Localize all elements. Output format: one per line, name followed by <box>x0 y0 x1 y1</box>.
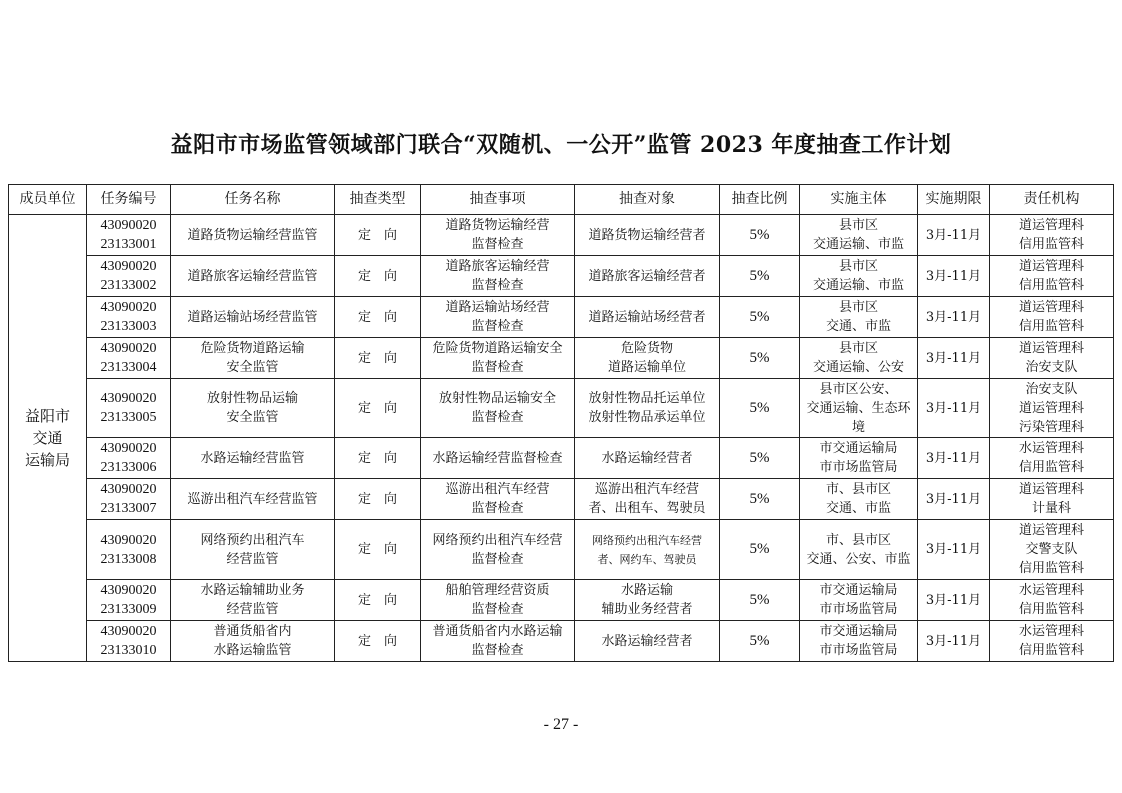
inspection-type-cell: 定 向 <box>335 379 421 438</box>
inspection-target-cell: 水路运输 辅助业务经营者 <box>575 580 720 621</box>
task-code-cell: 43090020 23133010 <box>87 621 171 662</box>
inspection-plan-table <box>8 184 1114 662</box>
task-name-cell: 水路运输辅助业务 经营监管 <box>171 580 335 621</box>
inspection-target-cell: 放射性物品托运单位 放射性物品承运单位 <box>575 379 720 438</box>
period-cell: 3月-11月 <box>918 297 990 338</box>
task-name-cell: 道路货物运输经营监管 <box>171 215 335 256</box>
column-header: 实施期限 <box>918 185 990 215</box>
implementing-body-cell: 市、县市区 交通、公安、市监 <box>800 520 918 580</box>
responsible-org-cell: 道运管理科 计量科 <box>990 479 1114 520</box>
table-body <box>9 215 1114 662</box>
implementing-body-cell: 市、县市区 交通、市监 <box>800 479 918 520</box>
table-row <box>9 438 1114 479</box>
task-code-cell: 43090020 23133008 <box>87 520 171 580</box>
inspection-item-cell: 船舶管理经营资质 监督检查 <box>421 580 575 621</box>
document-title: 益阳市市场监管领域部门联合“双随机、一公开”监管 2023 年度抽查工作计划 <box>170 132 952 158</box>
implementing-body-cell: 县市区 交通运输、市监 <box>800 215 918 256</box>
table-row <box>9 297 1114 338</box>
inspection-type-cell: 定 向 <box>335 621 421 662</box>
inspection-ratio-cell: 5% <box>720 621 800 662</box>
implementing-body-cell: 市交通运输局 市市场监管局 <box>800 580 918 621</box>
table-row <box>9 580 1114 621</box>
inspection-ratio-cell: 5% <box>720 580 800 621</box>
implementing-body-cell: 市交通运输局 市市场监管局 <box>800 621 918 662</box>
responsible-org-cell: 道运管理科 信用监管科 <box>990 256 1114 297</box>
task-code-cell: 43090020 23133007 <box>87 479 171 520</box>
inspection-type-cell: 定 向 <box>335 580 421 621</box>
page-number: - 27 - <box>543 716 579 733</box>
inspection-item-cell: 放射性物品运输安全 监督检查 <box>421 379 575 438</box>
inspection-item-cell: 网络预约出租汽车经营 监督检查 <box>421 520 575 580</box>
table-row <box>9 520 1114 580</box>
inspection-item-cell: 水路运输经营监督检查 <box>421 438 575 479</box>
responsible-org-cell: 治安支队 道运管理科 污染管理科 <box>990 379 1114 438</box>
table-row <box>9 338 1114 379</box>
implementing-body-cell: 县市区 交通运输、市监 <box>800 256 918 297</box>
task-name-cell: 放射性物品运输 安全监管 <box>171 379 335 438</box>
table-header-row <box>9 185 1114 215</box>
task-code-cell: 43090020 23133009 <box>87 580 171 621</box>
responsible-org-cell: 水运管理科 信用监管科 <box>990 580 1114 621</box>
inspection-ratio-cell: 5% <box>720 338 800 379</box>
table-row <box>9 379 1114 438</box>
inspection-type-cell: 定 向 <box>335 215 421 256</box>
table-row <box>9 215 1114 256</box>
table-row <box>9 256 1114 297</box>
inspection-ratio-cell: 5% <box>720 256 800 297</box>
inspection-target-cell: 巡游出租汽车经营 者、出租车、驾驶员 <box>575 479 720 520</box>
inspection-ratio-cell: 5% <box>720 215 800 256</box>
inspection-target-cell: 网络预约出租汽车经营 者、网约车、驾驶员 <box>575 520 720 580</box>
period-cell: 3月-11月 <box>918 438 990 479</box>
period-cell: 3月-11月 <box>918 215 990 256</box>
inspection-item-cell: 道路货物运输经营 监督检查 <box>421 215 575 256</box>
inspection-ratio-cell: 5% <box>720 479 800 520</box>
period-cell: 3月-11月 <box>918 338 990 379</box>
period-cell: 3月-11月 <box>918 479 990 520</box>
member-unit-cell: 益阳市 交通 运输局 <box>9 215 87 662</box>
period-cell: 3月-11月 <box>918 580 990 621</box>
inspection-target-cell: 危险货物 道路运输单位 <box>575 338 720 379</box>
inspection-item-cell: 道路旅客运输经营 监督检查 <box>421 256 575 297</box>
column-header: 抽查事项 <box>421 185 575 215</box>
column-header: 责任机构 <box>990 185 1114 215</box>
task-code-cell: 43090020 23133006 <box>87 438 171 479</box>
column-header: 抽查对象 <box>575 185 720 215</box>
column-header: 成员单位 <box>9 185 87 215</box>
task-code-cell: 43090020 23133002 <box>87 256 171 297</box>
inspection-target-cell: 水路运输经营者 <box>575 621 720 662</box>
responsible-org-cell: 道运管理科 信用监管科 <box>990 297 1114 338</box>
task-code-cell: 43090020 23133003 <box>87 297 171 338</box>
column-header: 任务名称 <box>171 185 335 215</box>
inspection-type-cell: 定 向 <box>335 297 421 338</box>
task-name-cell: 普通货船省内 水路运输监管 <box>171 621 335 662</box>
inspection-target-cell: 道路旅客运输经营者 <box>575 256 720 297</box>
inspection-type-cell: 定 向 <box>335 338 421 379</box>
inspection-target-cell: 水路运输经营者 <box>575 438 720 479</box>
responsible-org-cell: 道运管理科 信用监管科 <box>990 215 1114 256</box>
implementing-body-cell: 市交通运输局 市市场监管局 <box>800 438 918 479</box>
inspection-item-cell: 危险货物道路运输安全 监督检查 <box>421 338 575 379</box>
period-cell: 3月-11月 <box>918 621 990 662</box>
responsible-org-cell: 道运管理科 交警支队 信用监管科 <box>990 520 1114 580</box>
inspection-ratio-cell: 5% <box>720 520 800 580</box>
task-name-cell: 网络预约出租汽车 经营监管 <box>171 520 335 580</box>
implementing-body-cell: 县市区 交通、市监 <box>800 297 918 338</box>
inspection-ratio-cell: 5% <box>720 379 800 438</box>
responsible-org-cell: 水运管理科 信用监管科 <box>990 438 1114 479</box>
table-row <box>9 621 1114 662</box>
table-row <box>9 479 1114 520</box>
inspection-type-cell: 定 向 <box>335 479 421 520</box>
task-name-cell: 危险货物道路运输 安全监管 <box>171 338 335 379</box>
period-cell: 3月-11月 <box>918 520 990 580</box>
period-cell: 3月-11月 <box>918 379 990 438</box>
inspection-ratio-cell: 5% <box>720 438 800 479</box>
task-code-cell: 43090020 23133004 <box>87 338 171 379</box>
period-cell: 3月-11月 <box>918 256 990 297</box>
task-name-cell: 道路旅客运输经营监管 <box>171 256 335 297</box>
inspection-item-cell: 普通货船省内水路运输 监督检查 <box>421 621 575 662</box>
column-header: 实施主体 <box>800 185 918 215</box>
inspection-item-cell: 巡游出租汽车经营 监督检查 <box>421 479 575 520</box>
inspection-ratio-cell: 5% <box>720 297 800 338</box>
task-code-cell: 43090020 23133005 <box>87 379 171 438</box>
implementing-body-cell: 县市区 交通运输、公安 <box>800 338 918 379</box>
task-name-cell: 巡游出租汽车经营监管 <box>171 479 335 520</box>
inspection-item-cell: 道路运输站场经营 监督检查 <box>421 297 575 338</box>
task-code-cell: 43090020 23133001 <box>87 215 171 256</box>
column-header: 任务编号 <box>87 185 171 215</box>
responsible-org-cell: 道运管理科 治安支队 <box>990 338 1114 379</box>
inspection-type-cell: 定 向 <box>335 438 421 479</box>
inspection-type-cell: 定 向 <box>335 520 421 580</box>
inspection-target-cell: 道路运输站场经营者 <box>575 297 720 338</box>
inspection-target-cell: 道路货物运输经营者 <box>575 215 720 256</box>
responsible-org-cell: 水运管理科 信用监管科 <box>990 621 1114 662</box>
column-header: 抽查比例 <box>720 185 800 215</box>
task-name-cell: 水路运输经营监管 <box>171 438 335 479</box>
inspection-type-cell: 定 向 <box>335 256 421 297</box>
implementing-body-cell: 县市区公安、 交通运输、生态环境 <box>800 379 918 438</box>
column-header: 抽查类型 <box>335 185 421 215</box>
task-name-cell: 道路运输站场经营监管 <box>171 297 335 338</box>
